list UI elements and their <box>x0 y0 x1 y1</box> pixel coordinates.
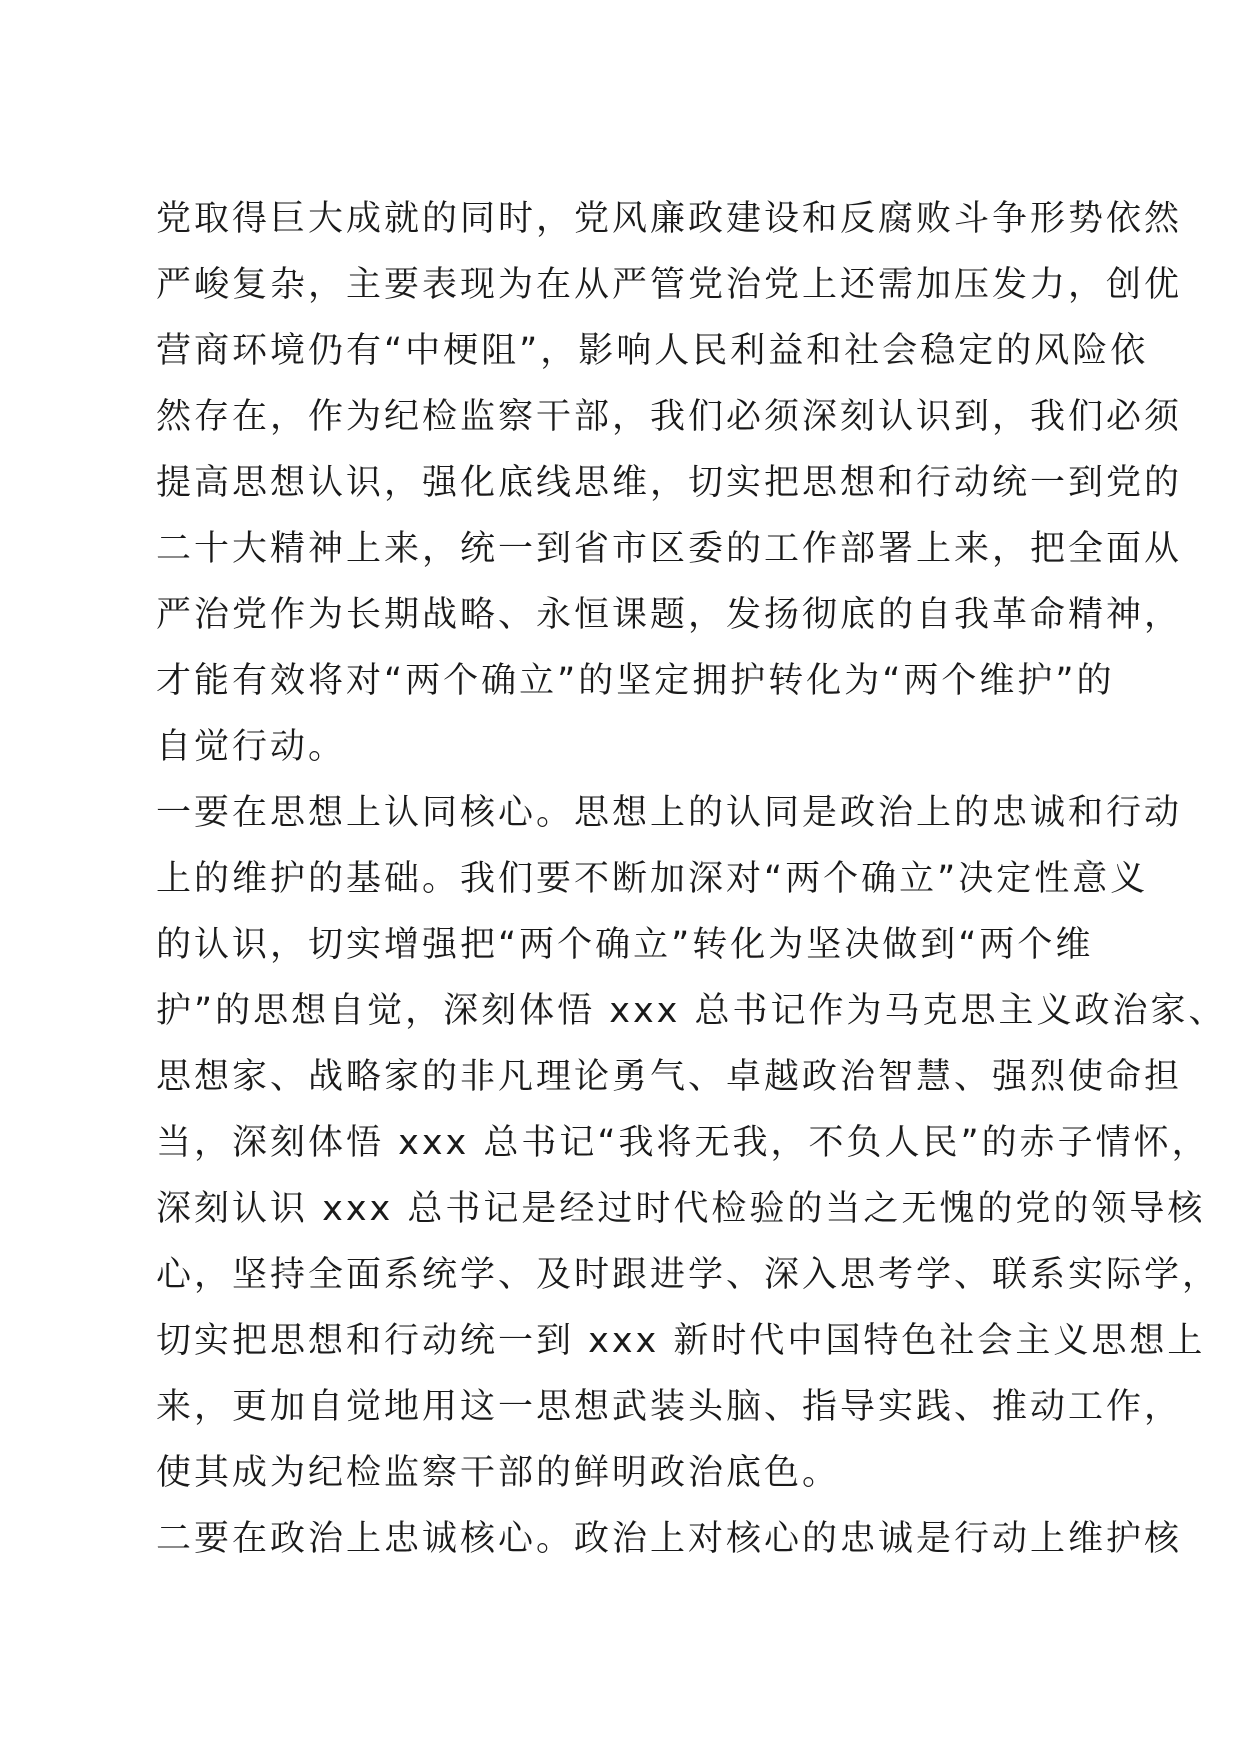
text-line: 当，深刻体悟 xxx 总书记“我将无我，不负人民”的赤子情怀， <box>156 1123 1210 1163</box>
text-line: 党取得巨大成就的同时，党风廉政建设和反腐败斗争形势依然 <box>156 199 1183 239</box>
text-line: 思想家、战略家的非凡理论勇气、卓越政治智慧、强烈使命担 <box>156 1057 1183 1097</box>
text-line: 使其成为纪检监察干部的鲜明政治底色。 <box>156 1453 841 1493</box>
text-line: 深刻认识 xxx 总书记是经过时代检验的当之无愧的党的领导核 <box>156 1189 1206 1229</box>
text-line: 心，坚持全面系统学、及时跟进学、深入思考学、联系实际学， <box>156 1255 1221 1295</box>
text-line: 才能有效将对“两个确立”的坚定拥护转化为“两个维护”的 <box>156 661 1115 701</box>
text-line: 二要在政治上忠诚核心。政治上对核心的忠诚是行动上维护核 <box>156 1519 1183 1559</box>
body-text <box>156 186 1227 1572</box>
text-line: 严峻复杂，主要表现为在从严管党治党上还需加压发力，创优 <box>156 265 1183 305</box>
text-line: 切实把思想和行动统一到 xxx 新时代中国特色社会主义思想上 <box>156 1321 1206 1361</box>
text-line: 然存在，作为纪检监察干部，我们必须深刻认识到，我们必须 <box>156 397 1183 437</box>
text-line: 一要在思想上认同核心。思想上的认同是政治上的忠诚和行动 <box>156 793 1183 833</box>
text-line: 营商环境仍有“中梗阻”，影响人民利益和社会稳定的风险依 <box>156 331 1149 371</box>
text-line: 提高思想认识，强化底线思维，切实把思想和行动统一到党的 <box>156 463 1183 503</box>
text-line: 的认识，切实增强把“两个确立”转化为坚决做到“两个维 <box>156 925 1094 965</box>
text-line: 二十大精神上来，统一到省市区委的工作部署上来，把全面从 <box>156 529 1183 569</box>
text-line: 上的维护的基础。我们要不断加深对“两个确立”决定性意义 <box>156 859 1149 899</box>
text-line: 严治党作为长期战略、永恒课题，发扬彻底的自我革命精神， <box>156 595 1183 635</box>
text-line: 护”的思想自觉，深刻体悟 xxx 总书记作为马克思主义政治家、 <box>156 991 1227 1031</box>
text-line: 自觉行动。 <box>156 727 347 767</box>
text-line: 来，更加自觉地用这一思想武装头脑、指导实践、推动工作， <box>156 1387 1183 1427</box>
